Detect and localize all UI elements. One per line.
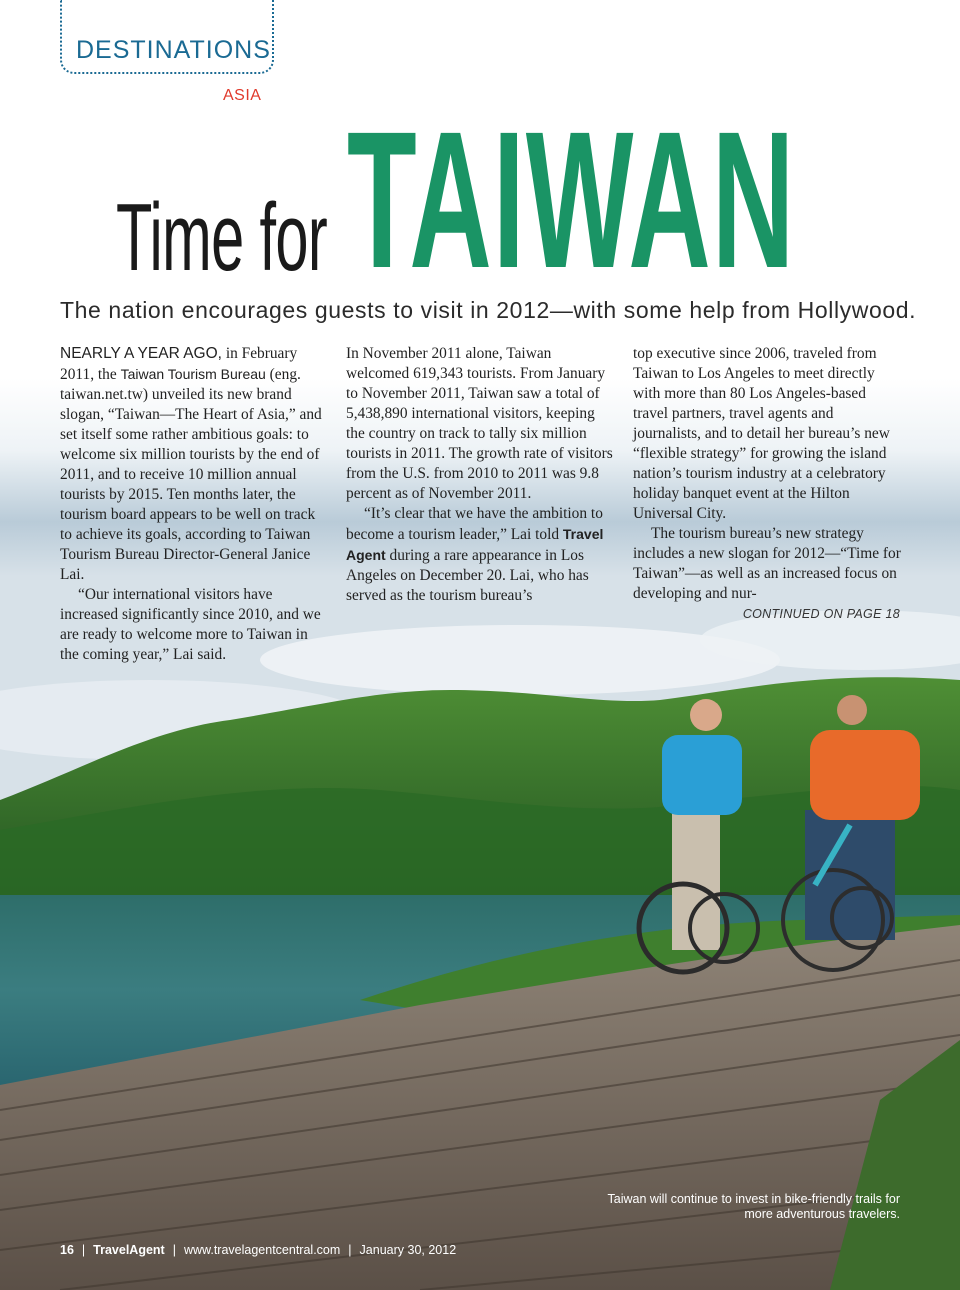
magazine-name: TravelAgent [93,1243,165,1257]
headline-prefix: Time for [116,184,328,291]
text-run: during a rare appearance in Los Angeles on December 20. Lai, who has served as the tourism bureau’s [346,547,589,604]
paragraph [60,344,328,585]
section-subtitle: ASIA [223,87,262,104]
photo-caption: Taiwan will continue to invest in bike-friendly trails for more adventurous travelers. [607,1192,900,1221]
paragraph: “Our international visitors have increased significantly since 2010, and we are ready to welcome more to Taiwan in the coming year,” Lai said. [60,586,321,663]
continued-jump-line: CONTINUED ON PAGE 18 [742,607,900,621]
paragraph [346,504,614,606]
page-footer: 16 | TravelAgent | www.travelagentcentral.com | January 30, 2012 [60,1243,457,1257]
text-run: in February 2011, the [60,345,298,383]
paragraph: In November 2011 alone, Taiwan welcomed 619,343 tourists. From January to November 2011, Taiwan saw a total of 5,438,890 international visitors, keeping the country on track to tally six million tourists in 2011. The growth rate of visitors from the U.S. from 2010 to 2011 was 9.8 percent as of November 2011. [346,345,613,502]
section-title: DESTINATIONS [76,36,271,64]
issue-date: January 30, 2012 [359,1243,457,1257]
text-run: “It’s clear that we have the ambition to become a tourism leader,” Lai told [346,505,603,543]
deck-subheadline: The nation encourages guests to visit in 2012—with some help from Hollywood. [60,297,917,323]
website-link[interactable]: www.travelagentcentral.com [183,1243,341,1257]
paragraph: The tourism bureau’s new strategy includes a new slogan for 2012—“Time for Taiwan”—as well as an increased focus on developing and nur- [633,525,901,602]
organization-name: Taiwan Tourism Bureau [120,366,266,382]
lead-in: NEARLY A YEAR AGO, [60,345,222,362]
article-column-2 [346,344,614,606]
article-column-1 [60,344,328,665]
article-column-3 [633,344,901,604]
magazine-name: Travel Agent [346,526,604,563]
headline-main: TAIWAN [347,91,796,309]
page-number: 16 [60,1243,74,1257]
text-run: (eng. taiwan.net.tw) unveiled its new brand slogan, “Taiwan—The Heart of Asia,” and set itself some rather ambitious goals: to welcome six million tourists by the end of 2011, and to receive 10 million annual tourists by 2015. Ten months later, the tourism board appears to be well on track to achieve its goals, according to Taiwan Tourism Bureau Director-General Janice Lai. [60,366,322,583]
paragraph: top executive since 2006, traveled from Taiwan to Los Angeles to meet directly with more than 80 Los Angeles-based travel partners, travel agents and journalists, and to detail her bureau’s new “flexible strategy” for growing the island nation’s tourism industry at a celebratory holiday banquet event at the Hilton Universal City. [633,345,890,522]
